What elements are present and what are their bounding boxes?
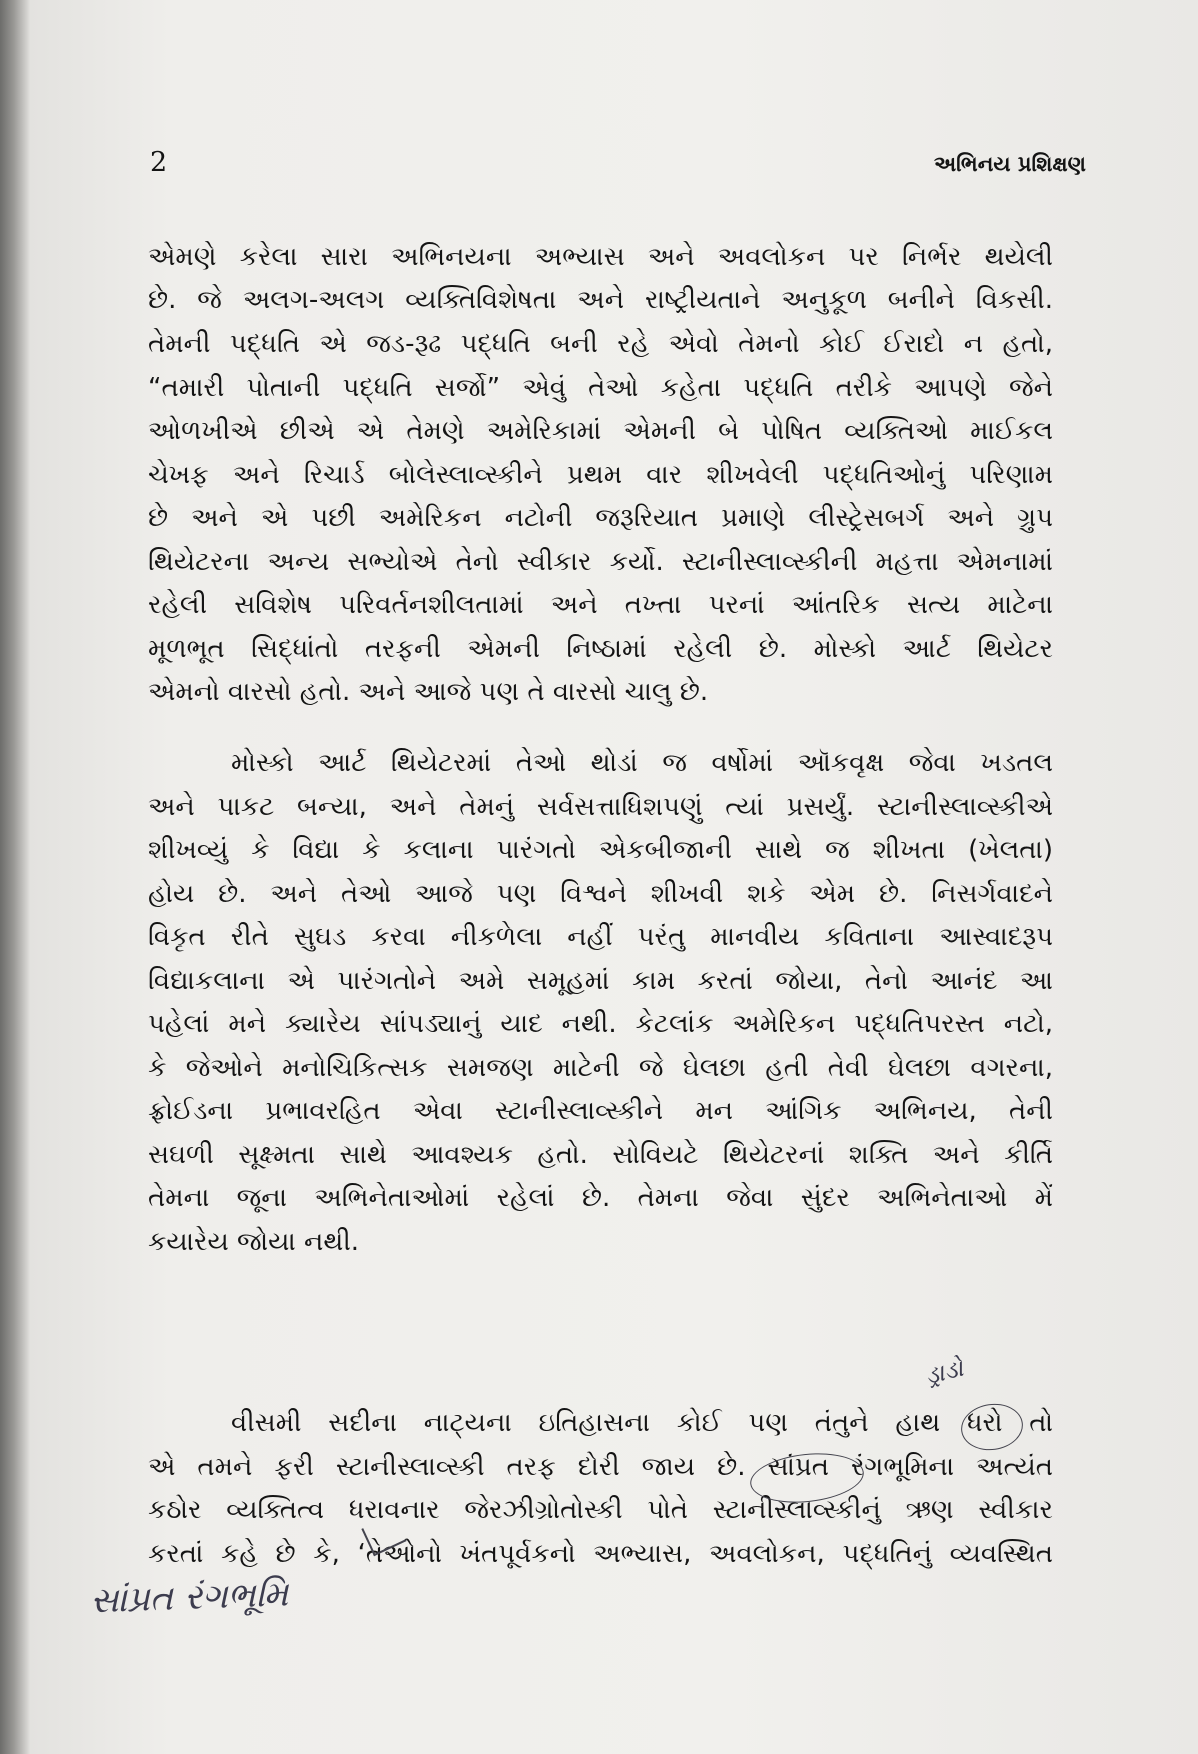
text-line: શીખવ્યું કે વિદ્યા કે કલાના પારંગતો એકબીજાની સાથે જ શીખતા (ખેલતા) — [148, 835, 1053, 865]
text-line: પહેલાં મને ક્યારેય સાંપડ્યાનું યાદ નથી. કેટલાંક અમેરિકન પદ્ધતિપરસ્ત નટો, — [148, 1009, 1053, 1039]
text-line: વિકૃત રીતે સુઘડ કરવા નીકળેલા નહીં પરંતુ માનવીય કવિતાના આસ્વાદરૂપ — [148, 922, 1053, 952]
text-line: છે. જે અલગ-અલગ વ્યક્તિવિશેષતા અને રાષ્ટ્રીયતાને અનુકૂળ બનીને વિકસી. — [148, 285, 1053, 315]
text-line: એમનો વારસો હતો. અને આજે પણ તે વારસો ચાલુ છે. — [148, 677, 709, 707]
text-line: કઠોર વ્યક્તિત્વ ધરાવનાર જેરઝીગ્રોતોસ્કી પોતે સ્ટાનીસ્લાવ્સ્કીનું ઋણ સ્વીકાર — [148, 1495, 1053, 1525]
text-line: અને પાકટ બન્યા, અને તેમનું સર્વસત્તાધિશપણું ત્યાં પ્રસર્યું. સ્ટાનીસ્લાવ્સ્કીએ — [148, 792, 1053, 822]
text-line: વિદ્યાકલાના એ પારંગતોને અમે સમૂહમાં કામ કરતાં જોયા, તેનો આનંદ આ — [148, 966, 1053, 996]
handwritten-marginalia: સાંપ્રત રંગભૂમિ — [89, 1574, 289, 1622]
text-line: છે અને એ પછી અમેરિકન નટોની જરૂરિયાત પ્રમાણે લીસ્ટ્રેસબર્ગ અને ગ્રુપ — [148, 503, 1053, 533]
text-line: મોસ્કો આર્ટ થિયેટરમાં તેઓ થોડાં જ વર્ષોમાં ઑકવૃક્ષ જેવા ખડતલ — [231, 748, 1053, 778]
text-line: થિયેટરના અન્ય સભ્યોએ તેનો સ્વીકાર કર્યો. સ્ટાનીસ્લાવ્સ્કીની મહત્તા એમનામાં — [148, 547, 1053, 577]
text-line: કયારેય જોયા નથી. — [148, 1227, 360, 1257]
text-line: સઘળી સૂક્ષ્મતા સાથે આવશ્યક હતો. સોવિયટે થિયેટરનાં શક્તિ અને કીર્તિ — [148, 1140, 1053, 1170]
handwritten-note: ડ્રાડો — [922, 1353, 967, 1391]
text-line: વીસમી સદીના નાટ્યના ઇતિહાસના કોઈ પણ તંતુને હાથ ધરો તો — [231, 1408, 1053, 1438]
text-line: તેમના જૂના અભિનેતાઓમાં રહેલાં છે. તેમના જેવા સુંદર અભિનેતાઓ મેં — [148, 1183, 1053, 1213]
running-head: અભિનય પ્રશિક્ષણ — [934, 152, 1086, 176]
text-line: તેમની પદ્ધતિ એ જડ-રૂઢ પદ્ધતિ બની રહે એવો તેમનો કોઈ ઈરાદો ન હતો, — [148, 329, 1053, 359]
page-number: 2 — [150, 147, 168, 178]
text-line: એ તમને ફરી સ્ટાનીસ્લાવ્સ્કી તરફ દોરી જાય છે. સાંપ્રત રંગભૂમિના અત્યંત — [148, 1452, 1053, 1482]
text-line: એમણે કરેલા સારા અભિનયના અભ્યાસ અને અવલોકન પર નિર્ભર થયેલી — [148, 242, 1053, 272]
text-line: રહેલી સવિશેષ પરિવર્તનશીલતામાં અને તખ્તા પરનાં આંતરિક સત્ય માટેના — [148, 590, 1053, 620]
text-line: કરતાં કહે છે કે, ‘તેઓનો ખંતપૂર્વકનો અભ્યાસ, અવલોકન, પદ્ધતિનું વ્યવસ્થિત — [148, 1539, 1053, 1569]
book-binding-shadow — [0, 0, 30, 1754]
text-line: મૂળભૂત સિદ્ધાંતો તરફની એમની નિષ્ઠામાં રહેલી છે. મોસ્કો આર્ટ થિયેટર — [148, 634, 1053, 664]
text-line: હોય છે. અને તેઓ આજે પણ વિશ્વને શીખવી શકે એમ છે. નિસર્ગવાદને — [148, 879, 1053, 909]
text-line: ચેખફ અને રિચાર્ડ બોલેસ્લાવ્સ્કીને પ્રથમ વાર શીખવેલી પદ્ધતિઓનું પરિણામ — [148, 460, 1053, 490]
book-page — [30, 0, 1198, 1754]
text-line: કે જેઓને મનોચિકિત્સક સમજણ માટેની જે ઘેલછા હતી તેવી ઘેલછા વગરના, — [148, 1053, 1053, 1083]
text-line: “તમારી પોતાની પદ્ધતિ સર્જો” એવું તેઓ કહેતા પદ્ધતિ તરીકે આપણે જેને — [148, 373, 1053, 403]
text-line: ઓળખીએ છીએ એ તેમણે અમેરિકામાં એમની બે પોષિત વ્યક્તિઓ માઈકલ — [148, 416, 1053, 446]
text-line: ફ્રોઈડના પ્રભાવરહિત એવા સ્ટાનીસ્લાવ્સ્કીને મન આંગિક અભિનય, તેની — [148, 1096, 1053, 1126]
